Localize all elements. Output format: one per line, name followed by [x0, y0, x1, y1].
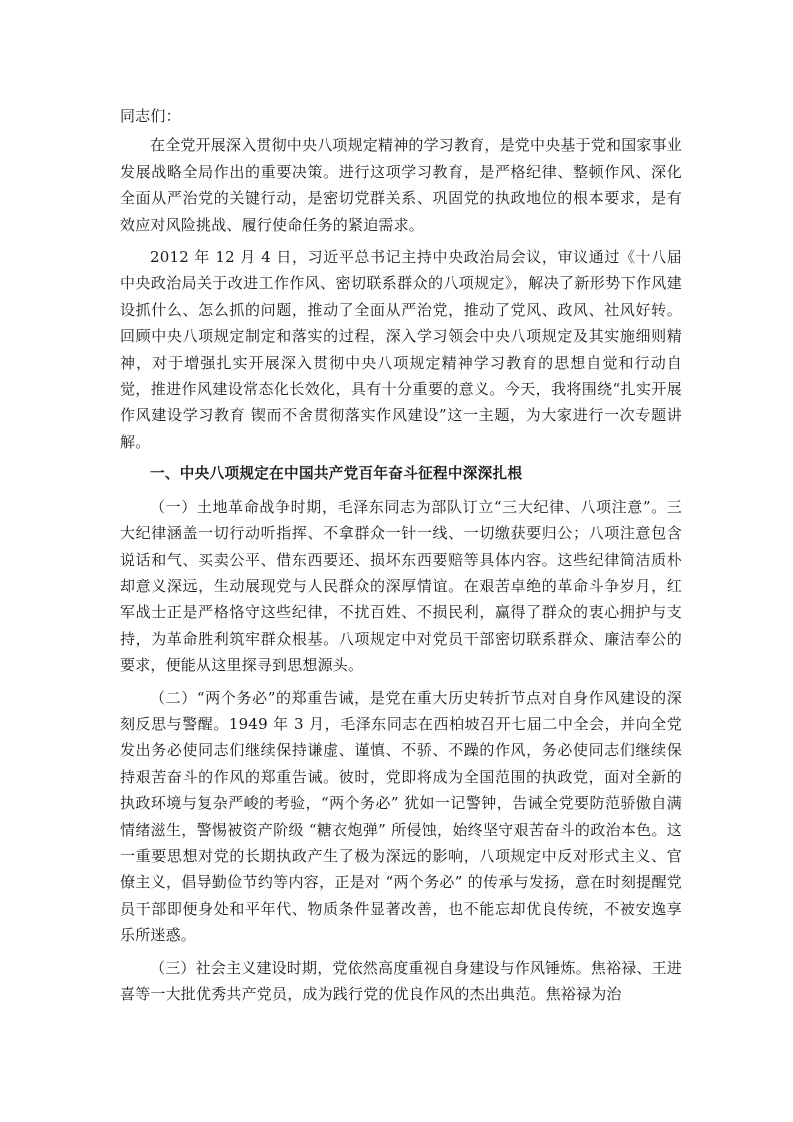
intro-paragraph: 在全党开展深入贯彻中央八项规定精神的学习教育，是党中央基于党和国家事业发展战略全局作出的重要决策。进行这项学习教育，是严格纪律、整顿作风、深化全面从严治党的关键行动，是密切党群关系、巩固党的执政地位的根本要求，是有效应对风险挑战、履行使命任务的紧迫需求。 [120, 136, 683, 234]
section-paragraph-2: （二）“两个务必”的郑重告诫，是党在重大历史转折节点对自身作风建设的深刻反思与警醒。1949 年 3 月，毛泽东同志在西柏坡召开七届二中全会，并向全党发出务必使同志们继续保持谦虚、谨慎、不骄、不躁的作风，务必使同志们继续保持艰苦奋斗的作风的郑重告诫。彼时，党即将成为全国范围的执政党，面对全新的执政环境与复杂严峻的考验，“两个务必” 犹如一记警钟，告诫全党要防范骄傲自满情绪滋生，警惕被资产阶级 “糖衣炮弹” 所侵蚀，始终坚守艰苦奋斗的政治本色。这一重要思想对党的长期执政产生了极为深远的影响，八项规定中反对形式主义、官僚主义，倡导勤俭节约等内容，正是对 “两个务必” 的传承与发扬，意在时刻提醒党员干部即便身处和平年代、物质条件显著改善，也不能忘却优良传统，不被安逸享乐所迷惑。 [120, 688, 682, 945]
section-paragraph-1: （一）土地革命战争时期，毛泽东同志为部队订立“三大纪律、八项注意”。三大纪律涵盖一切行动听指挥、不拿群众一针一线、一切缴获要归公；八项注意包含说话和气、买卖公平、借东西要还、损坏东西要赔等具体内容。这些纪律简洁质朴却意义深远，生动展现党与人民群众的深厚情谊。在艰苦卓绝的革命斗争岁月，红军战士正是严格恪守这些纪律，不扰百姓、不损民利，赢得了群众的衷心拥护与支持，为革命胜利筑牢群众根基。八项规定中对党员干部密切联系群众、廉洁奉公的要求，便能从这里探寻到思想源头。 [120, 497, 682, 675]
document-page [120, 103, 682, 1013]
section-paragraph-3: （三）社会主义建设时期，党依然高度重视自身建设与作风锤炼。焦裕禄、王进喜等一大批优秀共产党员，成为践行党的优良作风的杰出典范。焦裕禄为治 [120, 958, 683, 1003]
salutation: 同志们： [120, 107, 181, 125]
section-heading: 一、中央八项规定在中国共产党百年奋斗征程中深深扎根 [150, 465, 523, 483]
background-paragraph: 2012 年 12 月 4 日，习近平总书记主持中央政治局会议，审议通过《十八届中央政治局关于改进工作作风、密切联系群众的八项规定》，解决了新形势下作风建设抓什么、怎么抓的问题，推动了全面从严治党，推动了党风、政风、社风好转。回顾中央八项规定制定和落实的过程，深入学习领会中央八项规定及其实施细则精神，对于增强扎实开展深入贯彻中央八项规定精神学习教育的思想自觉和行动自觉，推进作风建设常态化长效化，具有十分重要的意义。今天，我将围绕“扎实开展作风建设学习教育 锲而不舍贯彻落实作风建设”这一主题，为大家进行一次专题讲解。 [120, 248, 682, 451]
